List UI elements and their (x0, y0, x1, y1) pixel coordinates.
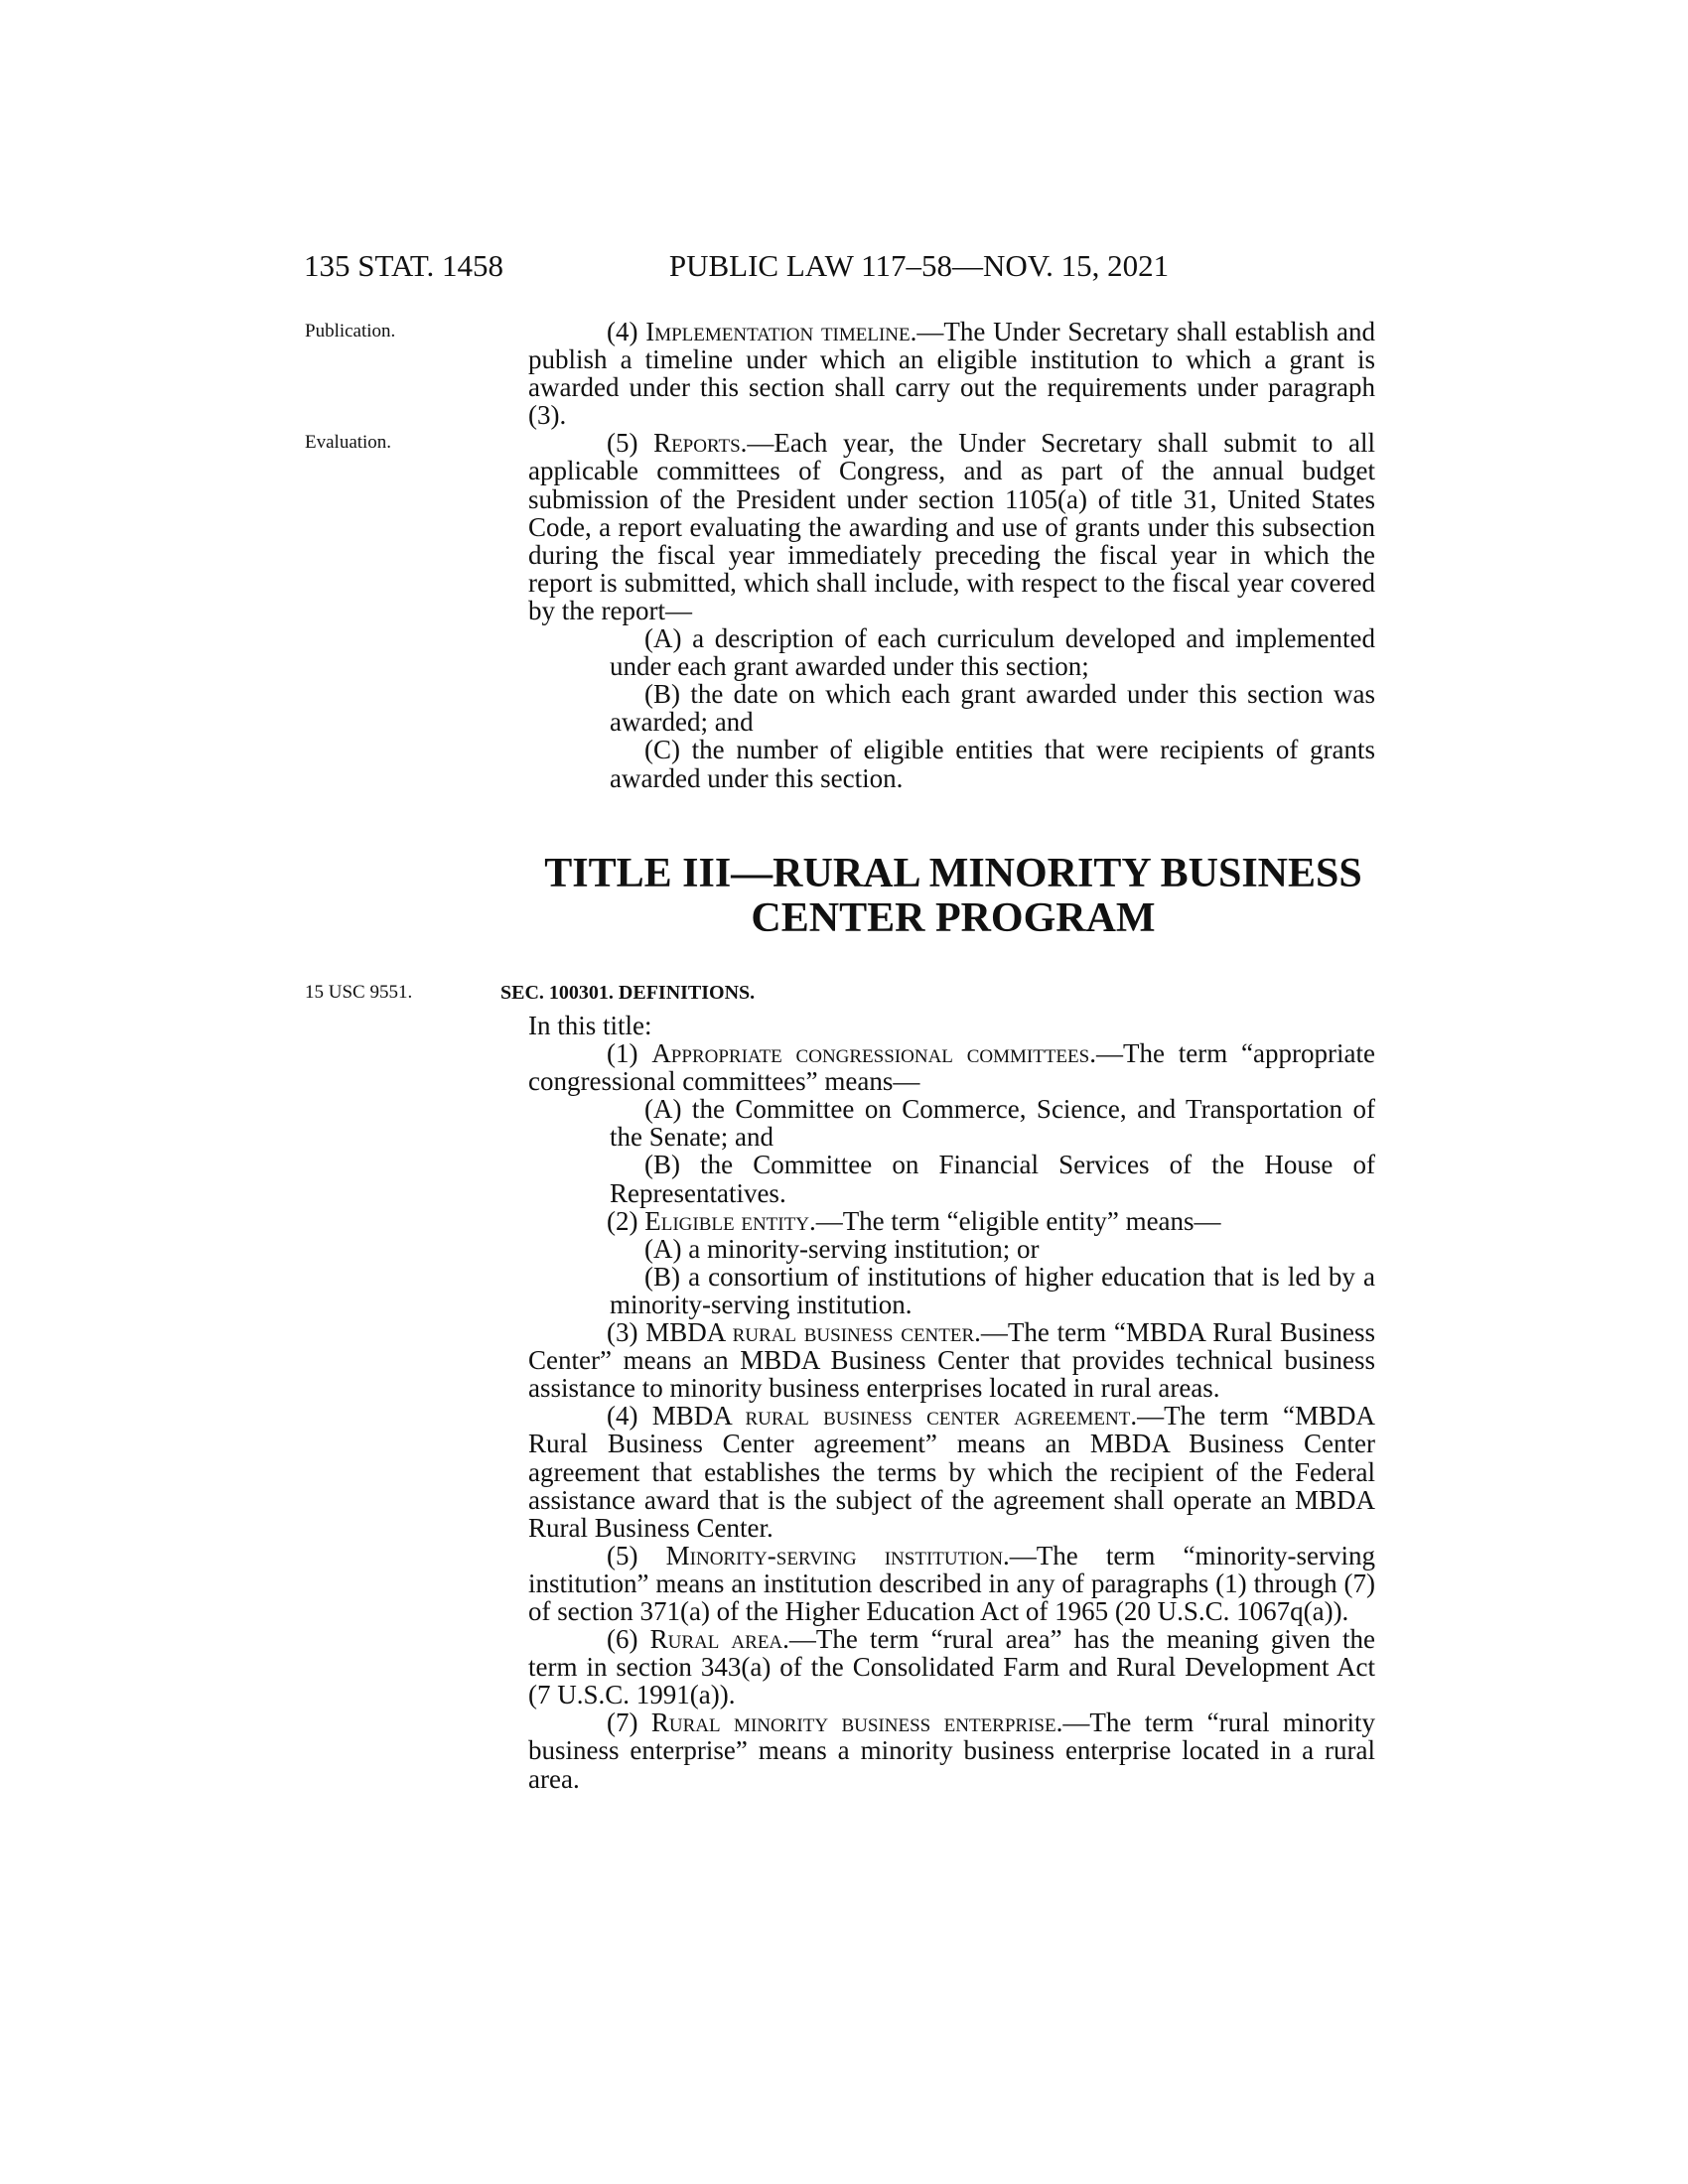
continued-section-text (528, 318, 1375, 792)
subparagraph-5c: (C) the number of eligible entities that were recipients of grants awarded under this section. (610, 735, 1375, 793)
subparagraph-5a: (A) a description of each curriculum developed and implemented under each grant awarded under this section; (610, 623, 1375, 682)
margin-note-evaluation: Evaluation. (305, 432, 392, 453)
definition-7: (7) Rural minority business enterprise.—The term “rural minority business enterprise” means a minority business enterprise located in a rural area. (528, 1707, 1376, 1794)
definition-5: (5) Minority-serving institution.—The term “minority-serving institution” means an institution described in any of paragraphs (1) through (7) of section 371(a) of the Higher Education Act of 1965 (20 U.S.C. 1067q(a)). (528, 1540, 1375, 1626)
stat-citation: 135 STAT. 1458 (304, 248, 504, 283)
definition-6: (6) Rural area.—The term “rural area” has the meaning given the term in section 343(a) of the Consolidated Farm and Rural Development Act (7 U.S.C. 1991(a)). (528, 1624, 1375, 1710)
public-law-citation: PUBLIC LAW 117–58—NOV. 15, 2021 (668, 248, 1170, 283)
paragraph-4: (4) Implementation timeline.—The Under Secretary shall establish and publish a timeline under which an eligible institution to which a grant is awarded under this section shall carry out the requirements under paragraph (3). (528, 317, 1375, 431)
margin-note-usc: 15 USC 9551. (305, 982, 413, 1003)
definition-1: (1) Appropriate congressional committees.—The term “appropriate congressional committees” means— (528, 1038, 1375, 1097)
definition-3: (3) MBDA rural business center.—The term “MBDA Rural Business Center” means an MBDA Business Center that provides technical business assistance to minority business enterprises located in rural areas. (528, 1317, 1376, 1404)
definitions-intro: In this title: (528, 1011, 652, 1040)
paragraph-5: (5) Reports.—Each year, the Under Secretary shall submit to all applicable committees of Congress, and as part of the annual budget submission of the President under section 1105(a) of title 31, United States Code, a report evaluating the awarding and use of grants under this subsection during the fiscal year immediately preceding the fiscal year in which the report is submitted, which shall include, with respect to the fiscal year covered by the report— (528, 428, 1375, 625)
definition-1b: (B) the Committee on Financial Services of the House of Representatives. (610, 1150, 1375, 1208)
margin-note-publication: Publication. (305, 321, 396, 341)
definition-1a: (A) the Committee on Commerce, Science, and Transportation of the Senate; and (610, 1094, 1375, 1153)
title-heading: TITLE III—RURAL MINORITY BUSINESS CENTER PROGRAM (544, 851, 1362, 941)
section-heading: SEC. 100301. DEFINITIONS. (500, 982, 756, 1004)
definition-2a: (A) a minority-serving institution; or (644, 1233, 1040, 1264)
subparagraph-5b: (B) the date on which each grant awarded under this section was awarded; and (610, 679, 1375, 738)
definition-4: (4) MBDA rural business center agreement.—The term “MBDA Rural Business Center agreement” means an MBDA Business Center agreement that establishes the terms by which the recipient of the Federal assistance award that is the subject of the agreement shall operate an MBDA Rural Business Center. (528, 1401, 1376, 1543)
definitions-text (528, 1012, 1375, 1793)
definition-2: (2) Eligible entity.—The term “eligible entity” means— (607, 1205, 1221, 1236)
page-header (304, 246, 1375, 286)
definition-2b: (B) a consortium of institutions of higher education that is led by a minority-serving institution. (610, 1261, 1375, 1319)
